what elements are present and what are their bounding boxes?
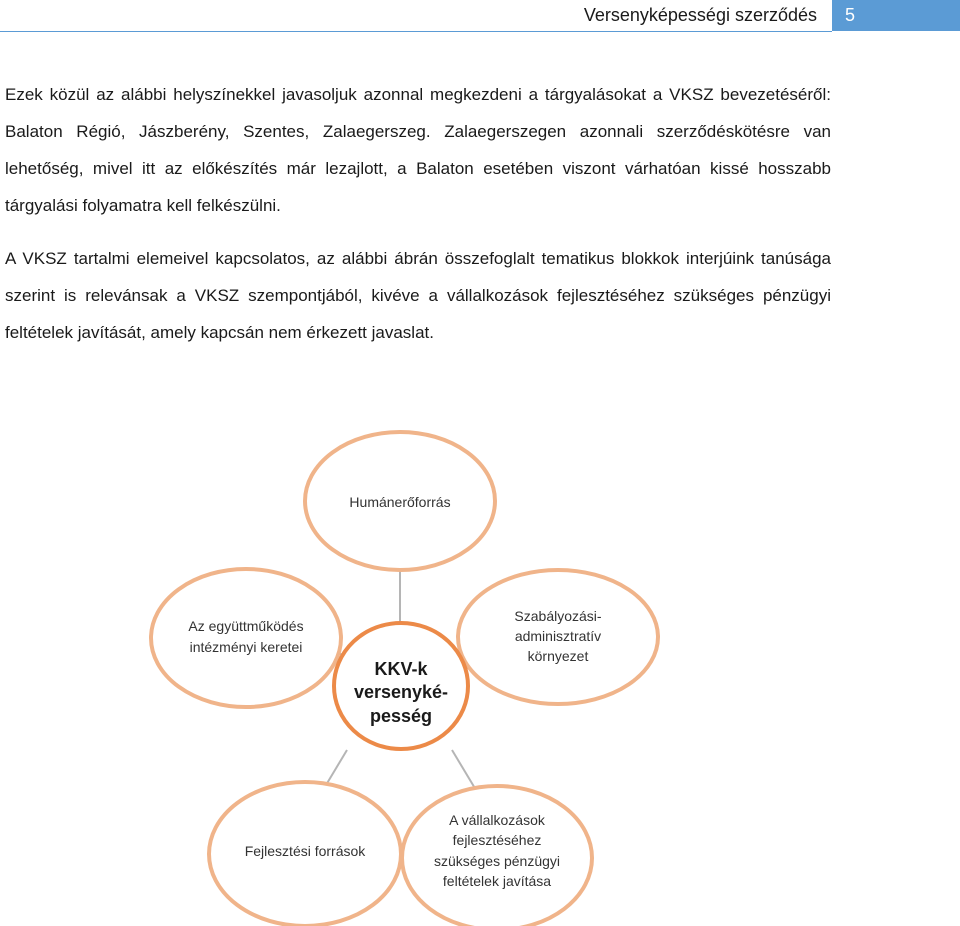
- center-label-line2: versenyké-: [353, 682, 449, 702]
- node-top-right: [458, 570, 658, 704]
- node-top-right-label-line2: adminisztratív: [514, 628, 602, 644]
- node-top-left-label-line2: intézményi keretei: [189, 639, 303, 655]
- center-label-line1: KKV-k: [374, 659, 428, 679]
- node-bottom-right: [402, 786, 592, 926]
- node-top: [305, 432, 495, 570]
- document-title: Versenyképességi szerződés: [583, 5, 817, 25]
- node-bottom-right-label-line3: szükséges pénzügyi: [433, 853, 561, 869]
- node-top-left-label-line1: Az együttműködés: [188, 618, 304, 634]
- paragraph-negotiation-sites: Ezek közül az alábbi helyszínekkel javasoljuk azonnal megkezdeni a tárgyalásokat a VKSZ bevezetéséről: Balaton Régió, Jászberény, Szentes, Zalaegerszeg. Zalaegerszegen azonnali szerződéskötésre van lehetőség, mivel itt az előkészítés már lezajlott, a Balaton esetében viszont várhatóan kissé hosszabb tárgyalási folyamatra kell felkészülni.: [5, 85, 831, 215]
- center-label-line3: pesség: [369, 706, 433, 726]
- page-number: 5: [832, 0, 960, 31]
- node-center: [334, 623, 468, 749]
- node-top-label: Humánerőforrás: [349, 494, 451, 510]
- node-top-right-label-line3: környezet: [527, 648, 589, 664]
- node-top-left-circle: [151, 569, 341, 707]
- paragraph-thematic-blocks: A VKSZ tartalmi elemeivel kapcsolatos, az alábbi ábrán összefoglalt tematikus blokkok interjúink tanúsága szerint is relevánsak a VKSZ szempontjából, kivéve a vállalkozások fejlesztéséhez szükséges pénzügyi feltételek javítását, amely kapcsán nem érkezett javaslat.: [5, 249, 831, 342]
- node-bottom-left-label: Fejlesztési források: [244, 843, 366, 859]
- node-bottom-right-label-line4: feltételek javítása: [442, 873, 552, 889]
- connector-bottom-right: [452, 750, 476, 790]
- node-bottom-left: [209, 782, 401, 926]
- node-top-left: [151, 569, 341, 707]
- node-bottom-right-label-line1: A vállalkozások: [449, 812, 545, 828]
- node-bottom-right-label-line2: fejlesztéséhez: [452, 832, 542, 848]
- node-top-right-label-line1: Szabályozási-: [514, 608, 602, 624]
